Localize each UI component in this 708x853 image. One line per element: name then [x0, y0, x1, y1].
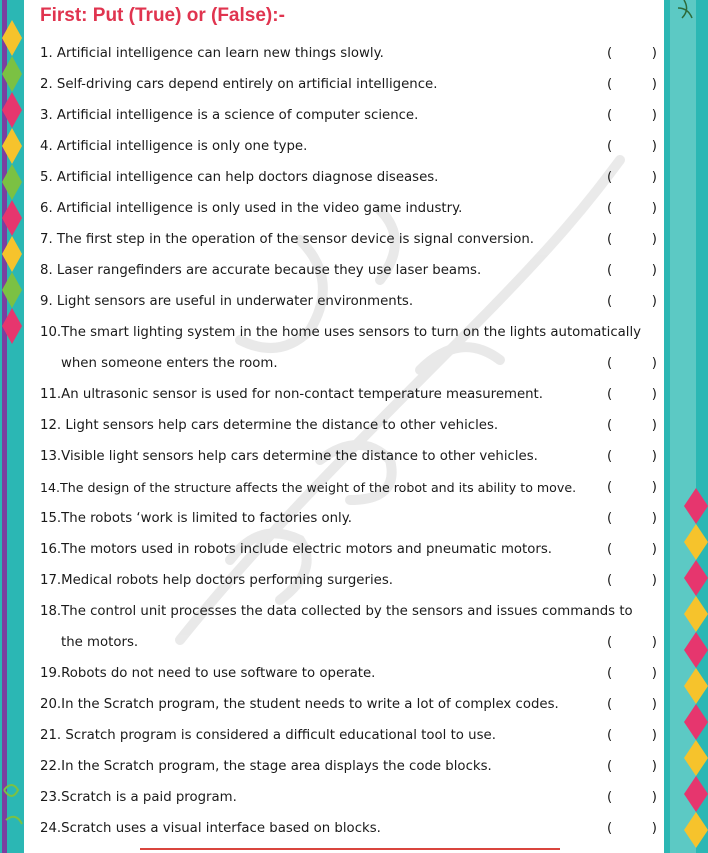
bracket-open: ( [607, 573, 613, 588]
question-text: 14.The design of the structure affects the weight of the robot and its ability to move. [40, 480, 577, 495]
question-item [40, 410, 665, 441]
question-text: 12. Light sensors help cars determine the distance to other vehicles. [40, 418, 499, 433]
bracket-open: ( [607, 542, 613, 557]
bracket-open: ( [607, 449, 613, 464]
question-item [40, 379, 665, 410]
answer-bracket[interactable] [607, 193, 657, 224]
bracket-open: ( [607, 356, 613, 371]
question-text: 18.The control unit processes the data collected by the sensors and issues commands to [40, 604, 633, 619]
question-item [40, 100, 665, 131]
question-item [40, 720, 665, 751]
bracket-close: ) [651, 139, 657, 154]
answer-bracket[interactable] [607, 224, 657, 255]
bracket-open: ( [607, 666, 613, 681]
answer-bracket[interactable] [607, 751, 657, 782]
bracket-close: ) [651, 728, 657, 743]
bracket-open: ( [607, 139, 613, 154]
bracket-close: ) [651, 201, 657, 216]
question-text-continued: when someone enters the room. [61, 356, 278, 371]
question-item [40, 255, 665, 286]
question-text: 8. Laser rangefinders are accurate because they use laser beams. [40, 263, 482, 278]
question-text: 1. Artificial intelligence can learn new things slowly. [40, 46, 384, 61]
question-text: 2. Self-driving cars depend entirely on artificial intelligence. [40, 77, 438, 92]
bracket-close: ) [651, 232, 657, 247]
left-diamond-pattern [0, 0, 24, 853]
bracket-close: ) [651, 418, 657, 433]
question-item [40, 69, 665, 100]
answer-bracket[interactable] [607, 813, 657, 844]
bracket-open: ( [607, 46, 613, 61]
question-item [40, 813, 665, 844]
bracket-close: ) [651, 790, 657, 805]
answer-bracket[interactable] [607, 255, 657, 286]
answer-bracket[interactable] [607, 69, 657, 100]
answer-bracket[interactable] [607, 627, 657, 658]
answer-bracket[interactable] [607, 410, 657, 441]
bracket-close: ) [651, 697, 657, 712]
bracket-close: ) [651, 480, 657, 495]
question-item [40, 658, 665, 689]
question-item [40, 193, 665, 224]
bracket-open: ( [607, 728, 613, 743]
question-text: 7. The first step in the operation of the sensor device is signal conversion. [40, 232, 535, 247]
right-diamond-pattern [664, 0, 708, 853]
question-text: 5. Artificial intelligence can help doctors diagnose diseases. [40, 170, 439, 185]
bracket-open: ( [607, 294, 613, 309]
bracket-close: ) [651, 356, 657, 371]
question-text: 17.Medical robots help doctors performing surgeries. [40, 573, 393, 588]
bracket-open: ( [607, 790, 613, 805]
bracket-close: ) [651, 170, 657, 185]
question-text-continued: the motors. [61, 635, 139, 650]
question-item [40, 224, 665, 255]
question-item [40, 441, 665, 472]
question-text: 13.Visible light sensors help cars determine the distance to other vehicles. [40, 449, 538, 464]
bracket-close: ) [651, 542, 657, 557]
question-item [40, 317, 665, 379]
bracket-close: ) [651, 821, 657, 836]
answer-bracket[interactable] [607, 658, 657, 689]
answer-bracket[interactable] [607, 348, 657, 379]
bracket-open: ( [607, 170, 613, 185]
question-text: 23.Scratch is a paid program. [40, 790, 237, 805]
bracket-close: ) [651, 294, 657, 309]
answer-bracket[interactable] [607, 503, 657, 534]
question-text: 3. Artificial intelligence is a science of computer science. [40, 108, 419, 123]
question-item [40, 596, 665, 658]
question-item [40, 565, 665, 596]
bracket-close: ) [651, 573, 657, 588]
question-item [40, 131, 665, 162]
bracket-open: ( [607, 108, 613, 123]
question-item [40, 534, 665, 565]
bracket-open: ( [607, 232, 613, 247]
bracket-open: ( [607, 480, 613, 495]
bracket-close: ) [651, 666, 657, 681]
question-item [40, 286, 665, 317]
question-item [40, 472, 665, 503]
question-item [40, 38, 665, 69]
answer-bracket[interactable] [607, 534, 657, 565]
question-text: 16.The motors used in robots include electric motors and pneumatic motors. [40, 542, 553, 557]
bracket-open: ( [607, 635, 613, 650]
question-text: 19.Robots do not need to use software to operate. [40, 666, 376, 681]
answer-bracket[interactable] [607, 782, 657, 813]
question-item [40, 689, 665, 720]
bracket-open: ( [607, 263, 613, 278]
page-title: First: Put (True) or (False):- [40, 5, 285, 26]
bracket-close: ) [651, 449, 657, 464]
bracket-close: ) [651, 759, 657, 774]
bracket-open: ( [607, 821, 613, 836]
answer-bracket[interactable] [607, 286, 657, 317]
bracket-close: ) [651, 511, 657, 526]
bracket-close: ) [651, 77, 657, 92]
answer-bracket[interactable] [607, 162, 657, 193]
bracket-close: ) [651, 108, 657, 123]
question-text: 20.In the Scratch program, the student needs to write a lot of complex codes. [40, 697, 559, 712]
question-text: 10.The smart lighting system in the home uses sensors to turn on the lights automatically [40, 325, 642, 340]
question-item [40, 751, 665, 782]
bracket-open: ( [607, 387, 613, 402]
question-item [40, 503, 665, 534]
bracket-open: ( [607, 697, 613, 712]
answer-bracket[interactable] [607, 38, 657, 69]
question-text: 24.Scratch uses a visual interface based on blocks. [40, 821, 381, 836]
bracket-close: ) [651, 263, 657, 278]
answer-bracket[interactable] [607, 689, 657, 720]
question-item [40, 162, 665, 193]
question-text: 11.An ultrasonic sensor is used for non-contact temperature measurement. [40, 387, 543, 402]
bracket-close: ) [651, 635, 657, 650]
bracket-open: ( [607, 77, 613, 92]
bracket-open: ( [607, 201, 613, 216]
answer-bracket[interactable] [607, 720, 657, 751]
question-text: 15.The robots ‘work is limited to factories only. [40, 511, 352, 526]
answer-bracket[interactable] [607, 441, 657, 472]
answer-bracket[interactable] [607, 100, 657, 131]
answer-bracket[interactable] [607, 379, 657, 410]
answer-bracket[interactable] [607, 131, 657, 162]
question-item [40, 782, 665, 813]
question-text: 4. Artificial intelligence is only one type. [40, 139, 308, 154]
answer-bracket[interactable] [607, 472, 657, 503]
question-list [40, 38, 665, 844]
bracket-open: ( [607, 759, 613, 774]
question-text: 6. Artificial intelligence is only used in the video game industry. [40, 201, 463, 216]
bottom-divider [140, 848, 560, 850]
bracket-close: ) [651, 46, 657, 61]
answer-bracket[interactable] [607, 565, 657, 596]
question-text: 21. Scratch program is considered a difficult educational tool to use. [40, 728, 496, 743]
bracket-close: ) [651, 387, 657, 402]
left-decorative-border [0, 0, 24, 853]
right-decorative-border [664, 0, 708, 853]
bracket-open: ( [607, 511, 613, 526]
question-text: 9. Light sensors are useful in underwater environments. [40, 294, 414, 309]
question-text: 22.In the Scratch program, the stage area displays the code blocks. [40, 759, 492, 774]
bracket-open: ( [607, 418, 613, 433]
